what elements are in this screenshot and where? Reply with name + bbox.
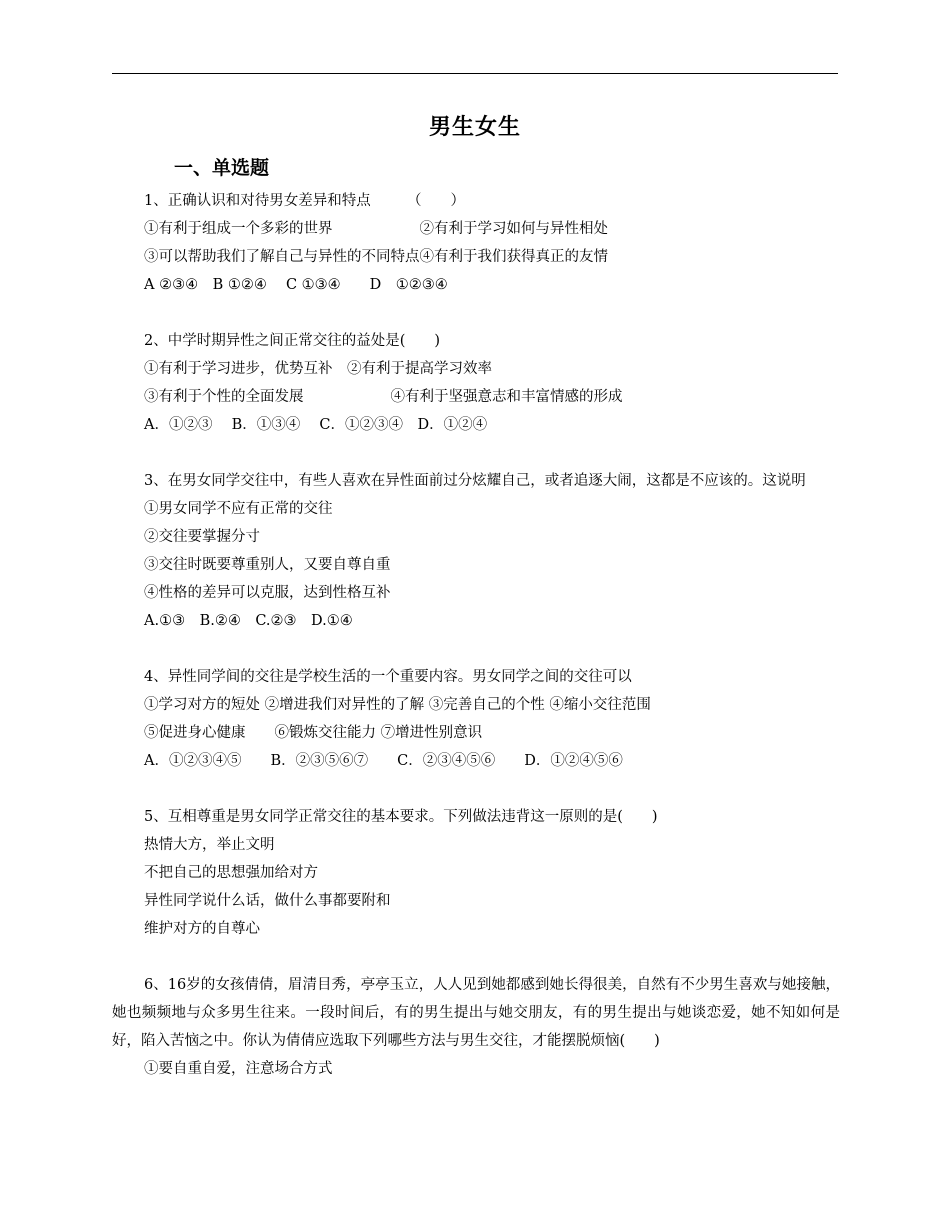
question-5 (112, 803, 840, 943)
question-stem: 1、正确认识和对待男女差异和特点 （ ） (144, 193, 465, 209)
document-title: 男生女生 (428, 115, 521, 140)
question-stem: 2、中学时期异性之间正常交往的益处是( ) (144, 333, 441, 349)
answer-choices: A.①③ B.②④ C.②③ D.①④ (144, 613, 353, 629)
question-stem: 6、16岁的女孩倩倩，眉清目秀，亭亭玉立，人人见到她都感到她长得很美，自然有不少男生喜欢与她接触，她也频频地与众多男生往来。一段时间后，有的男生提出与她交朋友，有的男生提出与她谈恋爱，她不知如何是好，陷入苦恼之中。你认为倩倩应选取下列哪些方法与男生交往，才能摆脱烦恼( ) (112, 977, 840, 1049)
option-line: ③交往时既要尊重别人，又要自尊自重 (144, 557, 391, 573)
option-line: ⑤促进身心健康 ⑥锻炼交往能力 ⑦增进性别意识 (144, 725, 483, 741)
option-line: ③有利于个性的全面发展 ④有利于坚强意志和丰富情感的形成 (144, 389, 623, 405)
question-stem: 4、异性同学间的交往是学校生活的一个重要内容。男女同学之间的交往可以 (144, 669, 632, 685)
option-line: ④性格的差异可以克服，达到性格互补 (144, 585, 391, 601)
question-3 (112, 467, 840, 635)
header-rule (112, 73, 838, 74)
section-heading: 一、单选题 (174, 157, 270, 179)
question-list (112, 187, 840, 1111)
answer-choices: A．①②③ B．①③④ C．①②③④ D．①②④ (144, 417, 488, 433)
answer-choices: A ②③④ B ①②④ C ①③④ D ①②③④ (144, 277, 448, 293)
option-line: 异性同学说什么话，做什么事都要附和 (144, 893, 391, 909)
question-stem: 5、互相尊重是男女同学正常交往的基本要求。下列做法违背这一原则的是( ) (144, 809, 658, 825)
option-line: ①要自重自爱，注意场合方式 (144, 1061, 333, 1077)
question-stem: 3、在男女同学交往中，有些人喜欢在异性面前过分炫耀自己，或者追逐大闹，这都是不应该的。这说明 (144, 473, 806, 489)
option-line: ①有利于学习进步，优势互补 ②有利于提高学习效率 (144, 361, 492, 377)
option-line: ③可以帮助我们了解自己与异性的不同特点④有利于我们获得真正的友情 (144, 249, 608, 265)
option-line: ①有利于组成一个多彩的世界 ②有利于学习如何与异性相处 (144, 221, 608, 237)
option-line: ②交往要掌握分寸 (144, 529, 260, 545)
option-line: ①学习对方的短处 ②增进我们对异性的了解 ③完善自己的个性 ④缩小交往范围 (144, 697, 651, 713)
option-line: ①男女同学不应有正常的交往 (144, 501, 333, 517)
question-1 (112, 187, 840, 299)
option-line: 不把自己的思想强加给对方 (144, 865, 318, 881)
question-6 (112, 971, 840, 1083)
question-2 (112, 327, 840, 439)
question-4 (112, 663, 840, 775)
answer-choices: A．①②③④⑤ B．②③⑤⑥⑦ C．②③④⑤⑥ D．①②④⑤⑥ (144, 753, 623, 769)
option-line: 维护对方的自尊心 (144, 921, 260, 937)
option-line: 热情大方，举止文明 (144, 837, 275, 853)
